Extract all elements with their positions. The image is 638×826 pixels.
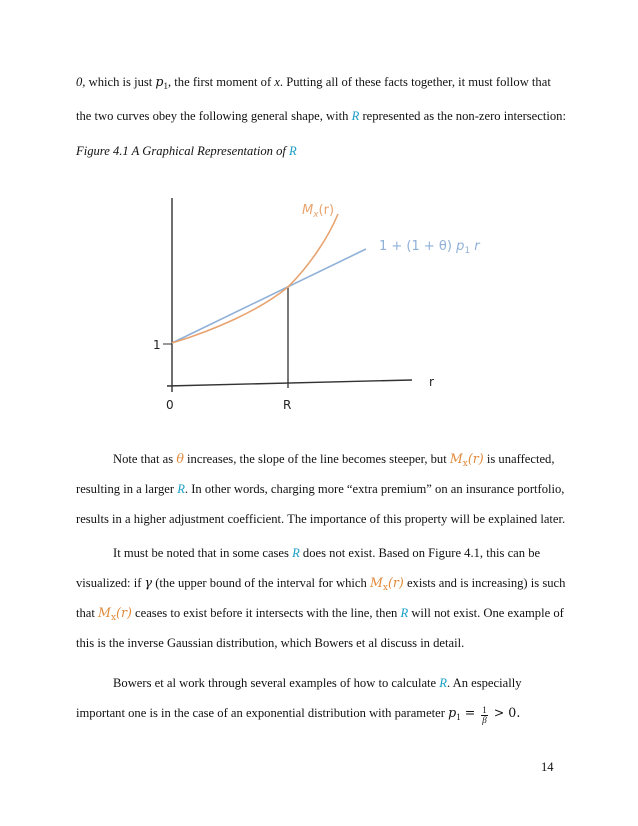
text-run: represented as the non-zero intersection: <box>359 109 566 123</box>
text-run: It must be noted that in some cases <box>113 546 293 560</box>
paragraph-3-line-4: this is the inverse Gaussian distribution, which Bowers et al discuss in detail. <box>76 636 465 650</box>
R-symbol: R <box>351 109 360 123</box>
text-run: exists and is increasing) is such <box>403 576 566 590</box>
text-run: will not exist. One example of <box>408 606 564 620</box>
line-label-sub: 1 <box>464 246 471 256</box>
gamma-symbol: γ <box>144 575 153 590</box>
zero-text: 0, <box>76 75 86 89</box>
y-intercept-label: 1 <box>153 338 161 352</box>
M-argument: (r) <box>387 575 404 590</box>
R-symbol: R <box>400 606 409 620</box>
paragraph-4-line-1 <box>113 675 522 691</box>
caption-R: R <box>289 144 297 158</box>
paragraph-3-line-2 <box>76 575 565 596</box>
x-axis <box>167 380 412 386</box>
caption-text: Figure 4.1 A Graphical Representation of <box>76 144 290 158</box>
p-symbol: p <box>448 705 457 720</box>
M-subscript: x <box>382 583 388 593</box>
paragraph-3-line-1 <box>113 545 540 561</box>
M-symbol: M <box>369 575 383 590</box>
line-label-r: r <box>470 239 480 254</box>
text-run: which is just <box>85 75 156 89</box>
curve-label-sub: x <box>313 210 319 220</box>
R-symbol: R <box>292 546 300 560</box>
R-axis-label: R <box>283 398 292 412</box>
M-subscript: x <box>462 459 468 469</box>
line-label-a: 1 + (1 + θ) <box>379 239 457 254</box>
text-run: is unaffected, <box>483 452 555 466</box>
fraction <box>481 706 488 725</box>
R-symbol: R <box>177 482 185 496</box>
inequality-tail: > 0. <box>489 705 521 720</box>
text-run: the two curves obey the following general shape, with <box>76 109 352 123</box>
text-run: resulting in a larger <box>76 482 178 496</box>
page-number: 14 <box>541 760 554 774</box>
text-run: (the upper bound of the interval for which <box>152 576 370 590</box>
r-axis-label: r <box>429 375 434 389</box>
text-run: ceases to exist before it intersects with the line, then <box>131 606 401 620</box>
curve-label-M: M <box>302 203 314 218</box>
M-argument: (r) <box>467 451 484 466</box>
paragraph-2-line-3: results in a higher adjustment coefficient. The importance of this property will be explained later. <box>76 512 566 526</box>
x-symbol: x <box>274 75 280 89</box>
origin-label: 0 <box>166 398 174 412</box>
paragraph-3-line-3 <box>76 605 564 626</box>
premium-line <box>172 249 366 343</box>
text-run: Bowers et al work through several examples of how to calculate <box>113 676 440 690</box>
paragraph-4-line-2 <box>76 705 520 725</box>
text-run: , the first moment of <box>167 75 275 89</box>
M-symbol: M <box>98 605 111 620</box>
curve-label <box>302 203 334 220</box>
line-label <box>379 239 481 256</box>
p-subscript: 1 <box>456 712 461 722</box>
text-run: . Putting all of these facts together, it must follow that <box>279 75 551 89</box>
text-run: Note that as <box>113 452 177 466</box>
mgf-curve <box>172 214 338 343</box>
M-symbol: M <box>449 451 463 466</box>
text-run: visualized: if <box>76 576 145 590</box>
text-run: . An especially <box>447 676 522 690</box>
text-run: increases, the slope of the line becomes steeper, but <box>183 452 450 466</box>
text-run: . In other words, charging more “extra premium” on an insurance portfolio, <box>184 482 565 496</box>
curve-label-arg: (r) <box>318 203 335 218</box>
equals-sign: = <box>460 705 480 720</box>
text-run: that <box>76 606 99 620</box>
line-label-p: p <box>456 239 465 254</box>
M-argument: (r) <box>116 605 132 620</box>
M-subscript: x <box>110 613 117 623</box>
text-run: does not exist. Based on Figure 4.1, this can be <box>299 546 541 560</box>
p-subscript: 1 <box>163 81 168 91</box>
paragraph-2-line-2 <box>76 481 564 497</box>
fraction-denominator: β <box>482 715 487 725</box>
text-run: important one is in the case of an exponential distribution with parameter <box>76 706 449 720</box>
theta-symbol: θ <box>176 451 184 466</box>
p-symbol: p <box>155 74 164 89</box>
R-symbol: R <box>439 676 447 690</box>
fraction-numerator: 1 <box>482 705 487 715</box>
paragraph-2-line-1 <box>113 451 555 472</box>
